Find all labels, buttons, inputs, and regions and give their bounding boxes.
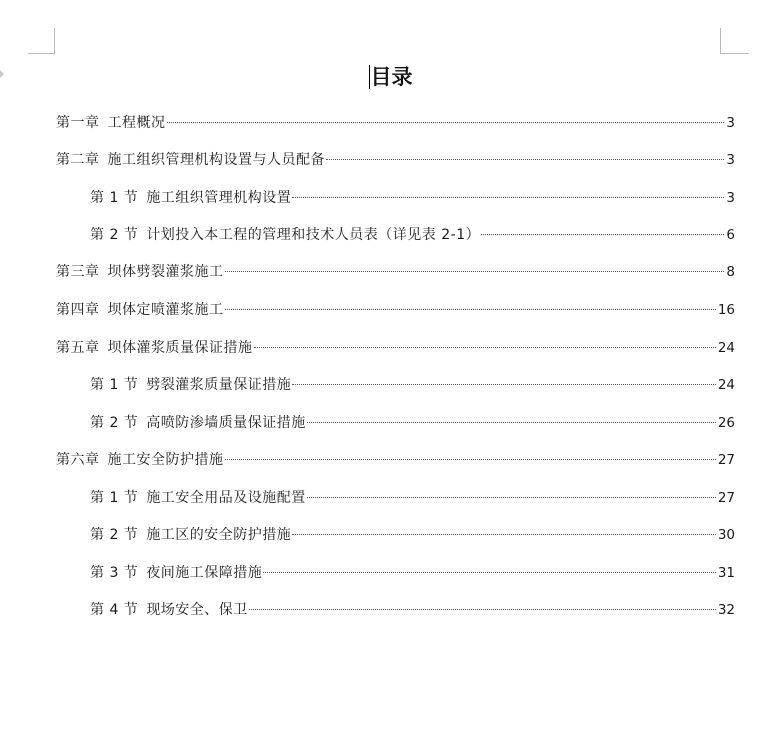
dot-leader <box>307 497 716 498</box>
dot-leader <box>225 271 725 272</box>
toc-entry-label <box>90 563 262 583</box>
toc-entry-title: 坝体定喷灌浆施工 <box>107 302 224 318</box>
toc-entry-label <box>90 225 480 245</box>
toc-entry-number: 第六章 <box>56 452 100 468</box>
toc-entry[interactable] <box>90 600 735 620</box>
dot-leader <box>292 534 716 535</box>
toc-entry-number: 第 1 节 <box>90 377 139 393</box>
toc-entry[interactable] <box>90 375 735 395</box>
toc-entry-label <box>56 300 224 320</box>
toc-entry-label <box>90 188 291 208</box>
toc-entry-page: 26 <box>717 415 735 431</box>
toc-entry-number: 第 1 节 <box>90 190 139 206</box>
toc-heading[interactable] <box>0 62 781 92</box>
toc-entry-page: 27 <box>717 452 735 468</box>
toc-entry-title: 施工安全用品及设施配置 <box>146 490 306 506</box>
toc-entry-title: 施工区的安全防护措施 <box>146 527 292 543</box>
dot-leader <box>292 197 724 198</box>
toc-entry[interactable] <box>56 113 735 133</box>
toc-entry-number: 第 2 节 <box>90 227 139 243</box>
toc-entry-number: 第 3 节 <box>90 565 139 581</box>
toc-entry-page: 30 <box>717 527 735 543</box>
toc-entry-number: 第 2 节 <box>90 415 139 431</box>
toc-entry[interactable] <box>56 338 735 358</box>
toc-entry[interactable] <box>90 525 735 545</box>
toc-entry-label <box>56 338 253 358</box>
toc-entry[interactable] <box>90 225 735 245</box>
toc-entry[interactable] <box>56 150 735 170</box>
toc-entry-number: 第五章 <box>56 340 100 356</box>
toc-entry-title: 夜间施工保障措施 <box>146 565 263 581</box>
toc-entry-title: 计划投入本工程的管理和技术人员表（详见表 2-1） <box>146 227 481 243</box>
toc-entry-label <box>56 113 166 133</box>
margin-crop-mark-top-right <box>720 28 749 54</box>
toc-entry-title: 高喷防渗墙质量保证措施 <box>146 415 306 431</box>
toc-entry-label <box>90 413 306 433</box>
toc-entry-page: 6 <box>726 227 735 243</box>
toc-entry-label <box>56 150 325 170</box>
toc-entry[interactable] <box>56 450 735 470</box>
text-cursor <box>369 65 370 89</box>
toc-entry-number: 第 1 节 <box>90 490 139 506</box>
toc-entry-label <box>90 525 291 545</box>
dot-leader <box>225 309 716 310</box>
toc-entry-page: 31 <box>717 565 735 581</box>
toc-entry[interactable] <box>90 413 735 433</box>
margin-crop-mark-top-left <box>28 28 55 54</box>
dot-leader <box>292 384 716 385</box>
toc-entry-title: 坝体灌浆质量保证措施 <box>107 340 253 356</box>
toc-entry[interactable] <box>90 188 735 208</box>
toc-entry-title: 工程概况 <box>107 115 166 131</box>
toc-entry-title: 施工组织管理机构设置与人员配备 <box>107 152 325 168</box>
toc-entry-number: 第一章 <box>56 115 100 131</box>
toc-entry-number: 第二章 <box>56 152 100 168</box>
dot-leader <box>481 234 724 235</box>
toc-entry-label <box>90 375 291 395</box>
dot-leader <box>263 572 716 573</box>
toc-entry-page: 3 <box>726 152 735 168</box>
toc-entry[interactable] <box>90 488 735 508</box>
toc-entry[interactable] <box>56 300 735 320</box>
toc-entry-title: 现场安全、保卫 <box>146 602 248 618</box>
toc-entry-page: 3 <box>726 115 735 131</box>
toc-entry-label <box>90 600 248 620</box>
toc-entry-label <box>56 262 224 282</box>
dot-leader <box>326 159 724 160</box>
toc-entry-number: 第四章 <box>56 302 100 318</box>
toc-entry-title: 坝体劈裂灌浆施工 <box>107 264 224 280</box>
toc-entry-page: 32 <box>717 602 735 618</box>
toc-entry-page: 8 <box>726 264 735 280</box>
toc-entry-number: 第 2 节 <box>90 527 139 543</box>
toc-entry-title: 施工组织管理机构设置 <box>146 190 292 206</box>
toc-entry-page: 3 <box>726 190 735 206</box>
dot-leader <box>225 459 716 460</box>
toc-entry-page: 24 <box>717 377 735 393</box>
toc-entry-page: 16 <box>717 302 735 318</box>
toc-entry-label <box>56 450 224 470</box>
toc-entry[interactable] <box>56 262 735 282</box>
toc-entry-number: 第三章 <box>56 264 100 280</box>
dot-leader <box>249 609 716 610</box>
toc-entry-page: 24 <box>717 340 735 356</box>
toc-entry-title: 劈裂灌浆质量保证措施 <box>146 377 292 393</box>
toc-entry-page: 27 <box>717 490 735 506</box>
dot-leader <box>254 347 716 348</box>
dot-leader <box>167 122 725 123</box>
toc-entry-title: 施工安全防护措施 <box>107 452 224 468</box>
toc-entry[interactable] <box>90 563 735 583</box>
dot-leader <box>307 422 716 423</box>
toc-heading-text: 目录 <box>370 64 413 89</box>
toc-entry-label <box>90 488 306 508</box>
toc-entry-number: 第 4 节 <box>90 602 139 618</box>
